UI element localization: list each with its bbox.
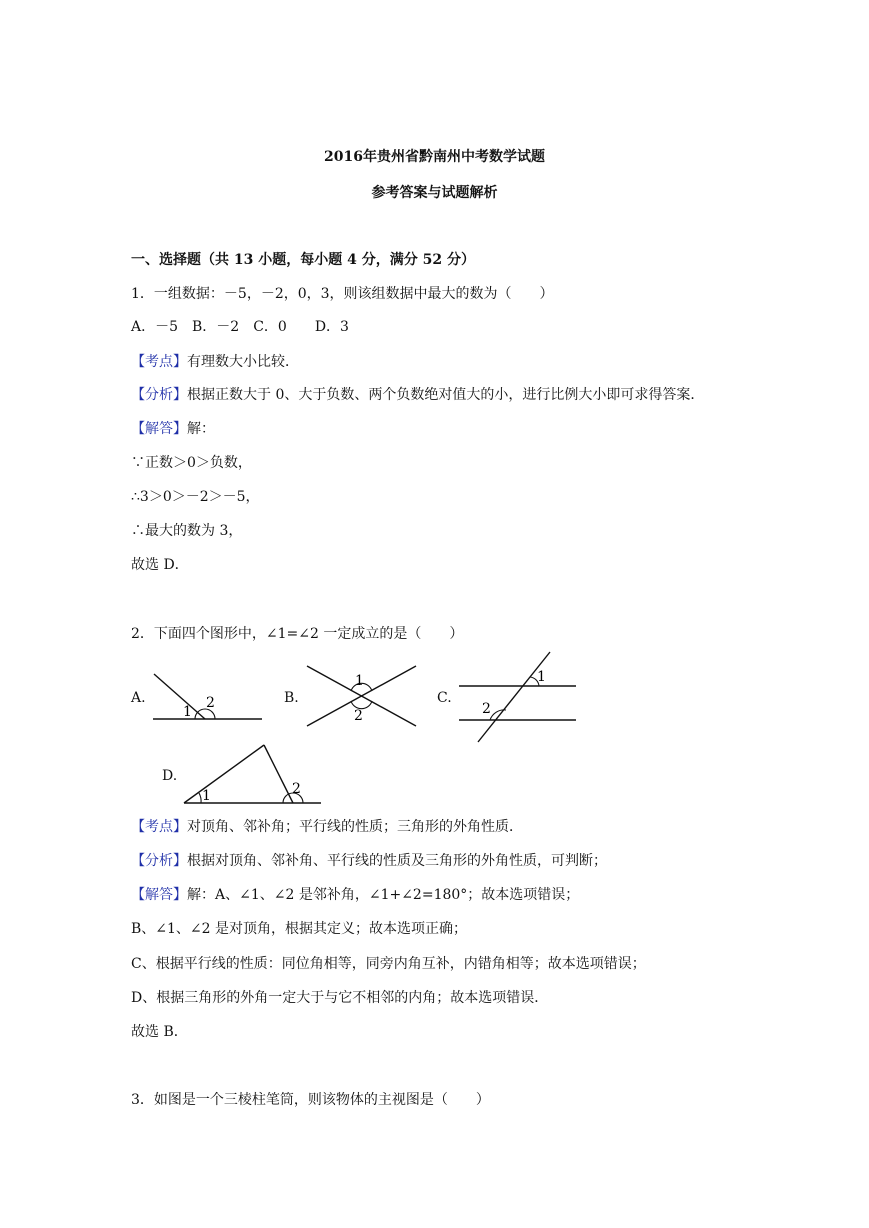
q2-stem: 2．下面四个图形中，∠1=∠2 一定成立的是（ ） xyxy=(131,626,464,642)
q2-jieda xyxy=(131,886,579,904)
kaodian-tag: 【考点】 xyxy=(131,354,187,370)
q2-step: B、∠1、∠2 是对顶角，根据其定义；故本选项正确； xyxy=(131,921,468,937)
jieda-tag: 【解答】 xyxy=(131,887,187,903)
q1-fenxi xyxy=(131,386,704,404)
q1-kaodian-text: 有理数大小比较． xyxy=(187,354,299,370)
q1-stem: 1．一组数据：－5，－2，0，3，则该组数据中最大的数为（ ） xyxy=(131,286,554,302)
angle-label-2: 2 xyxy=(482,701,491,717)
angle-label-1: 1 xyxy=(183,704,192,720)
q1-options: A．－5 B．－2 C．0 D．3 xyxy=(131,319,349,335)
q3-stem: 3．如图是一个三棱柱笔筒，则该物体的主视图是（ ） xyxy=(131,1092,490,1108)
q1-jieda-text: 解： xyxy=(187,421,215,437)
q2-kaodian xyxy=(131,818,523,836)
option-label-c: C. xyxy=(437,690,452,706)
q2-jieda-text: 解：A、∠1、∠2 是邻补角，∠1+∠2=180°；故本选项错误； xyxy=(187,887,580,903)
page-title: 2016年贵州省黔南州中考数学试题 xyxy=(324,149,545,165)
angle-label-1: 1 xyxy=(355,673,364,689)
q2-step: 故选 B． xyxy=(131,1024,188,1040)
q2-fenxi xyxy=(131,852,607,870)
angle-label-1: 1 xyxy=(537,669,546,685)
figure-b xyxy=(304,663,419,729)
fenxi-tag: 【分析】 xyxy=(131,853,187,869)
q1-step: ∴3＞0＞－2＞－5， xyxy=(131,489,260,505)
option-label-a: A. xyxy=(131,690,146,706)
angle-label-1: 1 xyxy=(202,788,211,804)
q2-fenxi-text: 根据对顶角、邻补角、平行线的性质及三角形的外角性质，可判断； xyxy=(187,853,607,869)
q1-step: 故选 D． xyxy=(131,557,189,573)
figure-a xyxy=(150,668,265,724)
option-label-b: B. xyxy=(284,690,299,706)
q1-step: ∵正数＞0＞负数， xyxy=(131,455,252,471)
q1-step: ∴最大的数为 3， xyxy=(131,523,243,539)
fenxi-tag: 【分析】 xyxy=(131,387,187,403)
angle-label-2: 2 xyxy=(354,708,363,724)
q1-jieda xyxy=(131,420,215,438)
q1-kaodian xyxy=(131,353,299,371)
q2-step: D、根据三角形的外角一定大于与它不相邻的内角；故本选项错误． xyxy=(131,990,549,1006)
option-label-d: D. xyxy=(162,768,178,784)
q2-step: C、根据平行线的性质：同位角相等，同旁内角互补，内错角相等；故本选项错误； xyxy=(131,956,646,972)
page-subtitle: 参考答案与试题解析 xyxy=(371,185,498,201)
angle-label-2: 2 xyxy=(206,695,215,711)
section-heading: 一、选择题（共 13 小题，每小题 4 分，满分 52 分） xyxy=(131,252,475,268)
q1-fenxi-text: 根据正数大于 0、大于负数、两个负数绝对值大的小，进行比例大小即可求得答案． xyxy=(187,387,705,403)
jieda-tag: 【解答】 xyxy=(131,421,187,437)
figure-c xyxy=(454,650,579,745)
figure-d xyxy=(180,741,325,807)
q2-kaodian-text: 对顶角、邻补角；平行线的性质；三角形的外角性质． xyxy=(187,819,523,835)
angle-label-2: 2 xyxy=(292,781,301,797)
kaodian-tag: 【考点】 xyxy=(131,819,187,835)
